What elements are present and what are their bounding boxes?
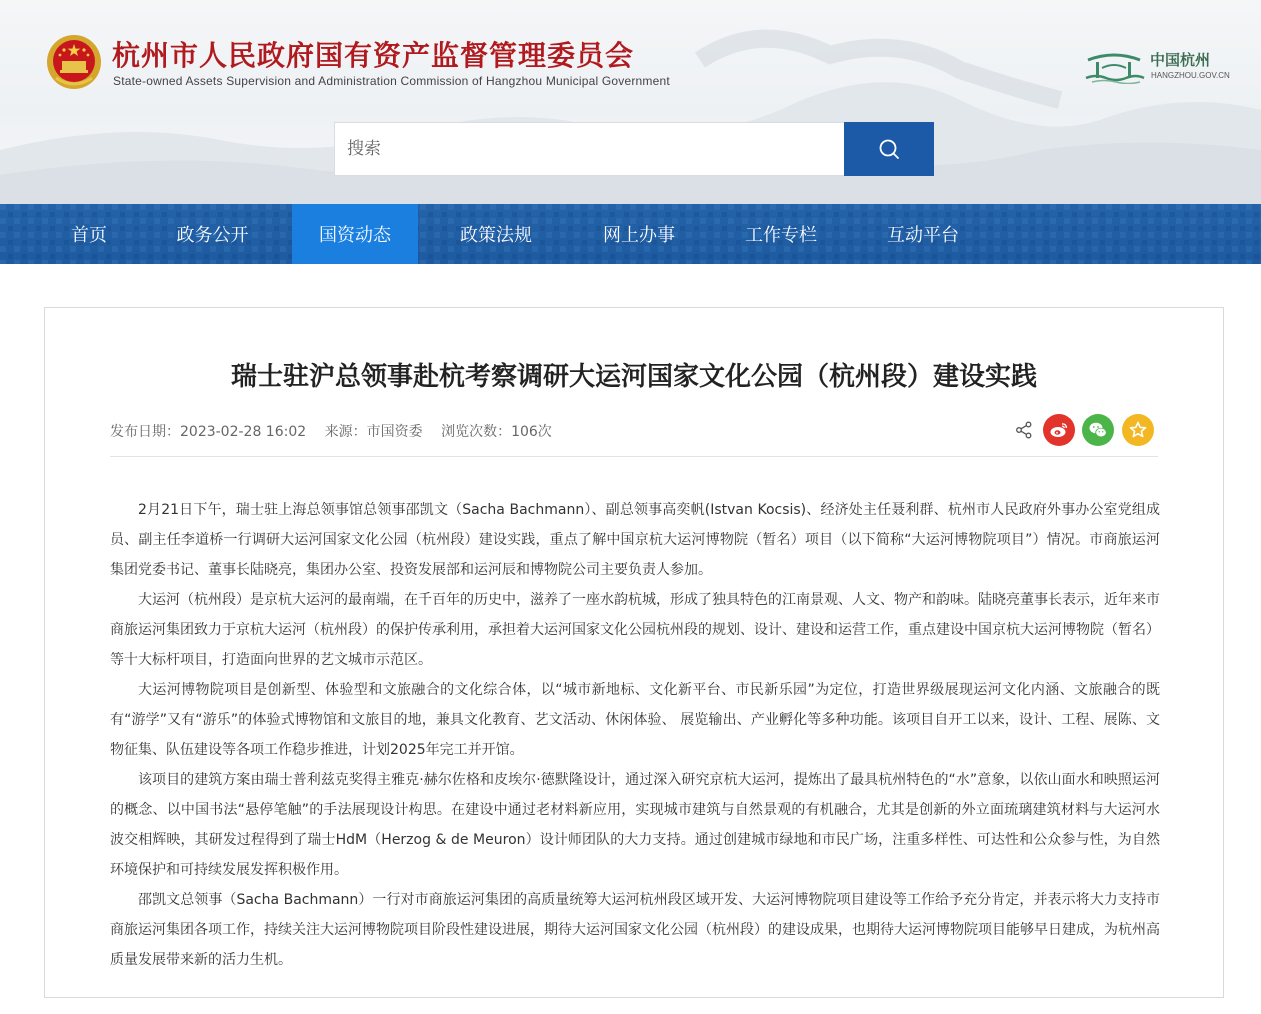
search-button[interactable] (844, 122, 934, 176)
portal-name[interactable]: 中国杭州 (1150, 51, 1211, 69)
site-subtitle: State-owned Assets Supervision and Administration Commission of Hangzhou Municipal Government (113, 74, 670, 88)
portal-domain: HANGZHOU.GOV.CN (1151, 71, 1230, 80)
nav-soe-news[interactable]: 国资动态 (292, 204, 418, 264)
nav-policies[interactable]: 政策法规 (460, 225, 532, 246)
article-meta (110, 421, 566, 441)
nav-home[interactable]: 首页 (71, 225, 107, 246)
nav-work-columns[interactable]: 工作专栏 (745, 225, 817, 246)
main-nav (0, 204, 1261, 264)
article-paragraph: 2月21日下午，瑞士驻上海总领事馆总领事邵凯文（Sacha Bachmann）、副总领事高奕帆(Istvan Kocsis)、经济处主任聂利群、杭州市人民政府外事办公室党组成员、副主任李道桥一行调研大运河国家文化公园（杭州段）建设实践，重点了解中国京杭大运河博物院（暂名）项目（以下简称“大运河博物院项目”）情况。市商旅运河集团党委书记、董事长陆晓亮，集团办公室、投资发展部和运河辰和博物院公司主要负责人参加。 (110, 502, 1160, 578)
publish-date: 发布日期：2023-02-28 16:02 (110, 424, 307, 440)
article-source: 来源：市国资委 (324, 424, 423, 440)
article-panel (44, 307, 1224, 998)
article-paragraph: 邵凯文总领事（Sacha Bachmann）一行对市商旅运河集团的高质量统筹大运河杭州段区域开发、大运河博物院项目建设等工作给予充分肯定，并表示将大力支持市商旅运河集团各项工作，持续关注大运河博物院项目阶段性建设进展，期待大运河国家文化公园（杭州段）的建设成果，也期待大运河博物院项目能够早日建成，为杭州高质量发展带来新的活力生机。 (110, 892, 1160, 968)
favorite-button[interactable] (1122, 414, 1154, 446)
search-input[interactable] (334, 122, 845, 176)
star-icon (1128, 420, 1148, 440)
article-title: 瑞士驻沪总领事赴杭考察调研大运河国家文化公园（杭州段）建设实践 (230, 362, 1037, 392)
search-icon (878, 138, 900, 160)
article-paragraph: 该项目的建筑方案由瑞士普利兹克奖得主雅克·赫尔佐格和皮埃尔·德默隆设计，通过深入研究京杭大运河，提炼出了最具杭州特色的“水”意象，以依山面水和映照运河的概念、以中国书法“悬停笔触”的手法展现设计构思。在建设中通过老材料新应用，实现城市建筑与自然景观的有机融合，尤其是创新的外立面琉璃建筑材料与大运河水波交相辉映，其研发过程得到了瑞士HdM（Herzog & de Meuron）设计师团队的大力支持。通过创建城市绿地和市民广场，注重多样性、可达性和公众参与性，为自然环境保护和可持续发展发挥积极作用。 (110, 772, 1160, 878)
weibo-icon (1049, 421, 1069, 439)
view-count: 浏览次数：106次 (441, 424, 552, 440)
hangzhou-logo-icon[interactable] (1082, 48, 1146, 84)
national-emblem-icon (46, 34, 102, 90)
meta-divider (110, 456, 1158, 457)
wechat-share-button[interactable] (1082, 414, 1114, 446)
article-paragraph: 大运河（杭州段）是京杭大运河的最南端，在千百年的历史中，滋养了一座水韵杭城，形成了独具特色的江南景观、人文、物产和韵味。陆晓亮董事长表示，近年来市商旅运河集团致力于京杭大运河（杭州段）的保护传承利用，承担着大运河国家文化公园杭州段的规划、设计、建设和运营工作，重点建设中国京杭大运河博物院（暂名）等十大标杆项目，打造面向世界的艺文城市示范区。 (110, 592, 1160, 668)
site-title: 杭州市人民政府国有资产监督管理委员会 (112, 39, 635, 72)
site-header (0, 0, 1261, 204)
wechat-icon (1088, 421, 1108, 439)
article-paragraph: 大运河博物院项目是创新型、体验型和文旅融合的文化综合体，以“城市新地标、文化新平台、市民新乐园”为定位，打造世界级展现运河文化内涵、文旅融合的既有“游学”又有“游乐”的体验式博物馆和文旅目的地，兼具文化教育、艺文活动、休闲体验、 展览输出、产业孵化等多种功能。该项目自开工以来，设计、工程、展陈、文物征集、队伍建设等各项工作稳步推进，计划2025年完工并开馆。 (110, 682, 1160, 758)
nav-online-services[interactable]: 网上办事 (603, 225, 675, 246)
share-icon[interactable] (1015, 421, 1033, 439)
nav-interaction[interactable]: 互动平台 (887, 225, 959, 246)
weibo-share-button[interactable] (1043, 414, 1075, 446)
article-body (110, 495, 1160, 975)
nav-government-affairs[interactable]: 政务公开 (176, 225, 249, 246)
